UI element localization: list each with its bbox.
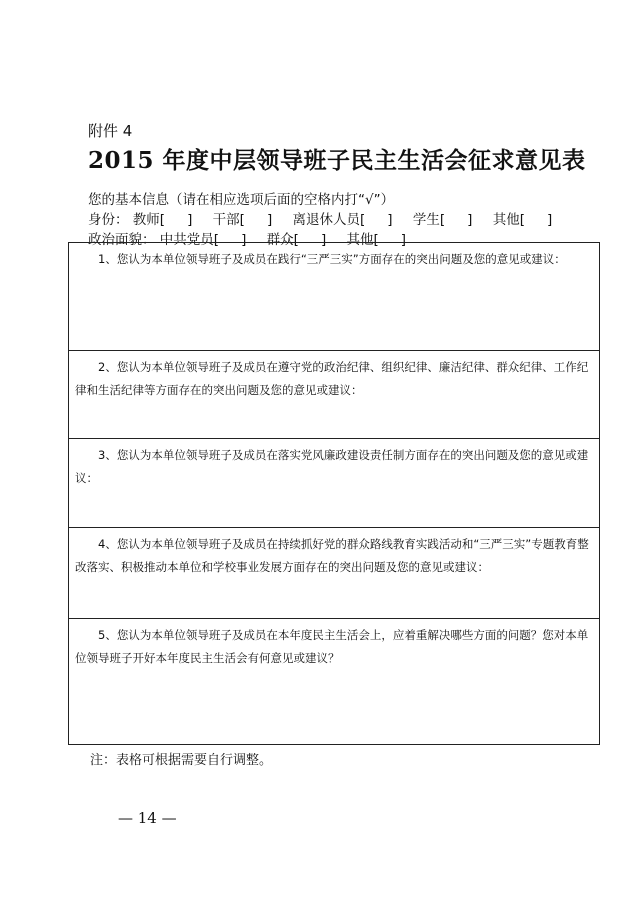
identity-option-teacher[interactable]: 教师[ ] xyxy=(132,212,193,228)
form-title: 2015 年度中层领导班子民主生活会征求意见表 xyxy=(88,147,586,174)
basic-info-intro: 您的基本信息（请在相应选项后面的空格内打“√”） xyxy=(88,192,395,208)
question-text: 2、您认为本单位领导班子及成员在遵守党的政治纪律、组织纪律、廉洁纪律、群众纪律、工作纪律和生活纪律等方面存在的突出问题及您的意见或建议： xyxy=(75,360,589,397)
political-label: 政治面貌： xyxy=(88,232,156,248)
question-text: 4、您认为本单位领导班子及成员在持续抓好党的群众路线教育实践活动和“三严三实”专题教育整改落实、积极推动本单位和学校事业发展方面存在的突出问题及您的意见或建议： xyxy=(75,537,589,574)
question-row-2[interactable] xyxy=(69,350,599,438)
question-row-1[interactable] xyxy=(69,243,599,350)
political-option-party-member[interactable]: 中共党员[ ] xyxy=(159,232,247,248)
page-number: — 14 — xyxy=(118,809,177,827)
political-option-masses[interactable]: 群众[ ] xyxy=(266,232,327,248)
identity-row xyxy=(88,208,552,228)
question-row-4[interactable] xyxy=(69,527,599,618)
attachment-label: 附件 4 xyxy=(88,122,133,140)
identity-label: 身份： xyxy=(88,212,129,228)
question-row-3[interactable] xyxy=(69,438,599,527)
identity-option-student[interactable]: 学生[ ] xyxy=(412,212,473,228)
opinion-table xyxy=(68,242,600,745)
identity-option-other[interactable]: 其他[ ] xyxy=(492,212,553,228)
footnote: 注：表格可根据需要自行调整。 xyxy=(90,753,273,768)
political-option-other[interactable]: 其他[ ] xyxy=(346,232,407,248)
question-text: 3、您认为本单位领导班子及成员在落实党风廉政建设责任制方面存在的突出问题及您的意见或建议： xyxy=(75,448,589,485)
question-text: 5、您认为本单位领导班子及成员在本年度民主生活会上，应着重解决哪些方面的问题？您对本单位领导班子开好本年度民主生活会有何意见或建议？ xyxy=(75,628,589,665)
identity-option-retired[interactable]: 离退休人员[ ] xyxy=(292,212,393,228)
question-row-5[interactable] xyxy=(69,618,599,744)
identity-option-cadre[interactable]: 干部[ ] xyxy=(212,212,273,228)
question-text: 1、您认为本单位领导班子及成员在践行“三严三实”方面存在的突出问题及您的意见或建议： xyxy=(98,252,566,266)
